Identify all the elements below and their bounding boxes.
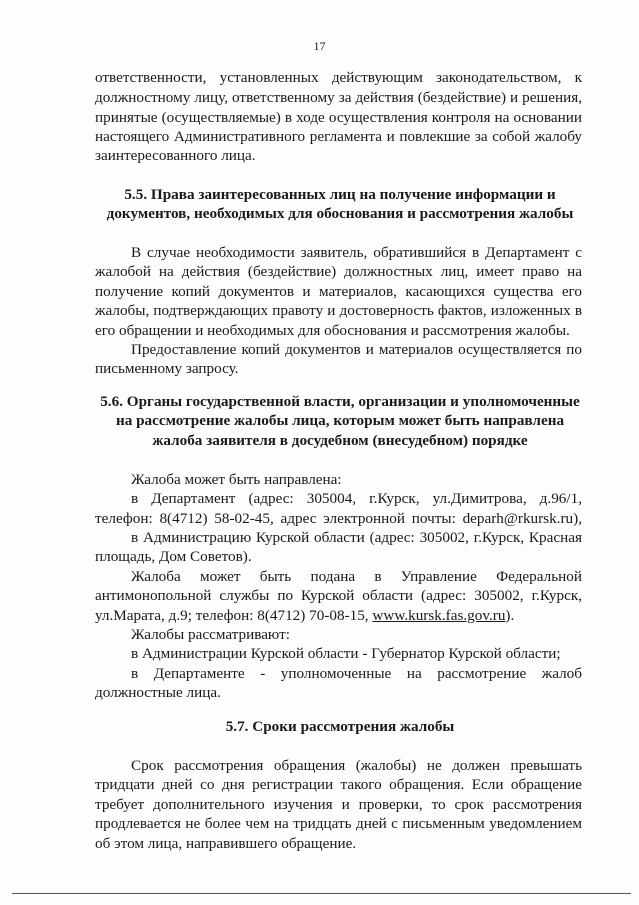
paragraph-line: должностному лицу, ответственному за действия (бездействие) и решения, bbox=[95, 89, 582, 106]
paragraph-line: ответственности, установленных действующим законодательством, к bbox=[95, 69, 582, 86]
paragraph-line: в Администрацию Курской области (адрес: 305002, г.Курск, Красная bbox=[131, 529, 582, 546]
address-text: ул.Марата, д.9; телефон: 8(4712) 70-08-15, bbox=[95, 607, 373, 624]
paragraph-line: об этом лица, направившего обращение. bbox=[95, 835, 357, 852]
paragraph-line: в Администрации Курской области - Губернатор Курской области; bbox=[131, 645, 561, 662]
section-heading: жалоба заявителя в досудебном (внесудебном) порядке bbox=[152, 432, 528, 449]
paragraph-line: требует дополнительного изучения и проверки, то срок рассмотрения bbox=[95, 796, 582, 813]
paragraph-line: заинтересованного лица. bbox=[95, 147, 256, 164]
paragraph-line: Предоставление копий документов и материалов осуществляется по bbox=[131, 341, 582, 358]
paragraph-line: получение копий документов и материалов, касающихся существа его bbox=[95, 283, 582, 300]
paragraph-line: Жалоба может быть направлена: bbox=[131, 471, 342, 488]
section-heading: на рассмотрение жалобы лица, которым может быть направлена bbox=[115, 412, 565, 429]
section-heading: документов, необходимых для обоснования и рассмотрения жалобы bbox=[106, 205, 574, 222]
paragraph-line: настоящего Административного регламента и повлекшие за собой жалобу bbox=[95, 128, 582, 145]
website-link[interactable]: www.kursk.fas.gov.ru bbox=[372, 607, 506, 624]
paragraph-line: жалобой на действия (бездействие) должностных лиц, имеет право на bbox=[95, 263, 582, 280]
paragraph-line: должностные лица. bbox=[95, 684, 221, 701]
scan-edge-line bbox=[12, 893, 631, 894]
paragraph-line: его обращении и необходимых для обоснования и рассмотрения жалобы. bbox=[95, 322, 570, 339]
paragraph-line: принятые (осуществляемые) в ходе осуществления контроля на основании bbox=[95, 109, 582, 126]
paragraph-line: антимонопольной службы по Курской области (адрес: 305002, г.Курск, bbox=[95, 587, 582, 604]
paragraph-line: площадь, Дом Советов). bbox=[95, 548, 252, 565]
paragraph-line: Жалоба может быть подана в Управление Федеральной bbox=[131, 568, 582, 585]
paragraph-line: телефон: 8(4712) 58-02-45, адрес электронной почты: deparh@rkursk.ru), bbox=[95, 510, 582, 527]
paragraph-line: письменному запросу. bbox=[95, 360, 239, 377]
paragraph-line: продлевается не более чем на тридцать дней с письменным уведомлением bbox=[95, 815, 582, 832]
paragraph-line: жалобы, подтверждающих правоту и достоверность фактов, изложенных в bbox=[95, 302, 582, 319]
section-heading: 5.5. Права заинтересованных лиц на получение информации и bbox=[124, 186, 556, 203]
paragraph-line: Срок рассмотрения обращения (жалобы) не должен превышать bbox=[131, 757, 582, 774]
paragraph-line: В случае необходимости заявитель, обратившийся в Департамент с bbox=[131, 244, 582, 261]
paragraph-line: тридцати дней со дня регистрации такого обращения. Если обращение bbox=[95, 776, 582, 793]
paragraph-line: Жалобы рассматривают: bbox=[131, 626, 290, 643]
paragraph-line: в Департамент (адрес: 305004, г.Курск, ул.Димитрова, д.96/1, bbox=[131, 490, 582, 507]
paragraph-line bbox=[95, 606, 514, 625]
section-heading: 5.7. Сроки рассмотрения жалобы bbox=[225, 718, 455, 735]
address-text-end: ). bbox=[505, 607, 515, 624]
page-number: 17 bbox=[313, 39, 326, 53]
section-heading: 5.6. Органы государственной власти, организации и уполномоченные bbox=[100, 393, 580, 410]
paragraph-line: в Департаменте - уполномоченные на рассмотрение жалоб bbox=[131, 665, 582, 682]
